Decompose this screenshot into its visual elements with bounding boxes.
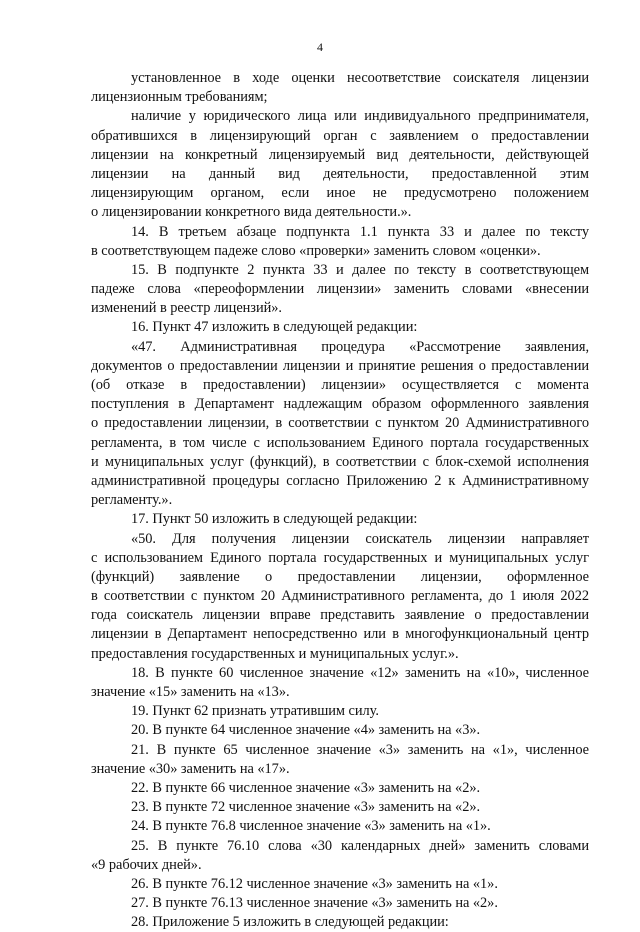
text-line: лицензии на конкретный лицензируемый вид деятельности, действующей	[91, 146, 589, 163]
text-line: о лицензировании конкретного вида деятельности.».	[91, 204, 412, 221]
text-line: изменений в реестр лицензий».	[91, 300, 282, 317]
text-line: 21. В пункте 65 численное значение «3» заменить на «1», численное	[131, 741, 589, 758]
page-number: 4	[317, 40, 323, 54]
text-line: 27. В пункте 76.13 численное значение «3» заменить на «2».	[131, 895, 498, 912]
text-line: в соответствии с пунктом 20 Административного регламента, до 1 июля 2022	[91, 588, 589, 605]
text-line: 26. В пункте 76.12 численное значение «3» заменить на «1».	[131, 875, 498, 892]
text-line: с использованием Единого портала государственных и муниципальных услуг	[91, 549, 589, 566]
text-line: падеже слова «переоформлении лицензии» заменить словами «внесении	[91, 281, 589, 298]
text-line: 14. В третьем абзаце подпункта 1.1 пункта 33 и далее по тексту	[131, 223, 589, 240]
text-line: 22. В пункте 66 численное значение «3» заменить на «2».	[131, 779, 481, 796]
text-line: значение «30» заменить на «17».	[91, 760, 290, 777]
text-line: «50. Для получения лицензии соискатель лицензии направляет	[131, 530, 589, 547]
text-line: в соответствующем падеже слово «проверки» заменить словом «оценки».	[91, 242, 541, 259]
text-line: 28. Приложение 5 изложить в следующей редакции:	[131, 914, 449, 931]
text-line: 16. Пункт 47 изложить в следующей редакции:	[131, 319, 418, 336]
text-line: 19. Пункт 62 признать утратившим силу.	[131, 703, 379, 720]
text-line: года соискатель лицензии вправе представить заявление о предоставлении	[91, 607, 589, 624]
text-line: 17. Пункт 50 изложить в следующей редакции:	[131, 511, 418, 528]
text-line: 18. В пункте 60 численное значение «12» заменить на «10», численное	[131, 664, 589, 681]
text-line: предоставления государственных и муниципальных услуг.».	[91, 645, 459, 662]
text-line: значение «15» заменить на «13».	[91, 684, 290, 700]
text-line: обратившихся в лицензирующий орган с заявлением о предоставлении	[91, 127, 589, 144]
text-line: документов о предоставлении лицензии и принятие решения о предоставлении	[91, 357, 589, 374]
text-line: наличие у юридического лица или индивидуального предпринимателя,	[131, 108, 589, 125]
text-line: лицензии в Департамент непосредственно или в многофункциональный центр	[91, 626, 589, 643]
text-line: 24. В пункте 76.8 численное значение «3» заменить на «1».	[131, 818, 491, 835]
text-line: (функций) заявление о предоставлении лицензии, оформленное	[91, 568, 589, 585]
text-line: лицензионным требованиям;	[91, 89, 268, 106]
text-line: регламента, в том числе с использованием Единого портала государственных	[91, 434, 589, 451]
text-line: «9 рабочих дней».	[91, 856, 202, 873]
text-line: 25. В пункте 76.10 слова «30 календарных дней» заменить словами	[131, 837, 589, 854]
text-line: 20. В пункте 64 численное значение «4» заменить на «3».	[131, 722, 481, 739]
text-line: административной процедуры согласно Приложению 2 к Административному	[91, 472, 589, 489]
text-line: регламенту.».	[91, 492, 173, 509]
document-body	[91, 69, 589, 932]
text-line: установленное в ходе оценки несоответствие соискателя лицензии	[131, 70, 589, 86]
text-line: о предоставлении лицензии, в соответствии с пунктом 20 Административного	[91, 415, 589, 432]
text-line: 15. В подпункте 2 пункта 33 и далее по тексту в соответствующем	[131, 261, 589, 278]
text-line: 23. В пункте 72 численное значение «3» заменить на «2».	[131, 799, 481, 816]
text-line: поступления в Департамент надлежащим образом оформленного заявления	[91, 396, 589, 413]
text-line: «47. Административная процедура «Рассмотрение заявления,	[131, 338, 589, 355]
text-line: лицензии на данный вид деятельности, предоставленной этим	[91, 165, 589, 182]
text-line: и муниципальных услуг (функций), в соответствии с блок-схемой исполнения	[91, 453, 589, 470]
text-line: лицензирующим органом, если иное не предусмотрено положением	[91, 185, 589, 202]
text-line: (об отказе в предоставлении) лицензии» осуществляется с момента	[91, 377, 589, 393]
